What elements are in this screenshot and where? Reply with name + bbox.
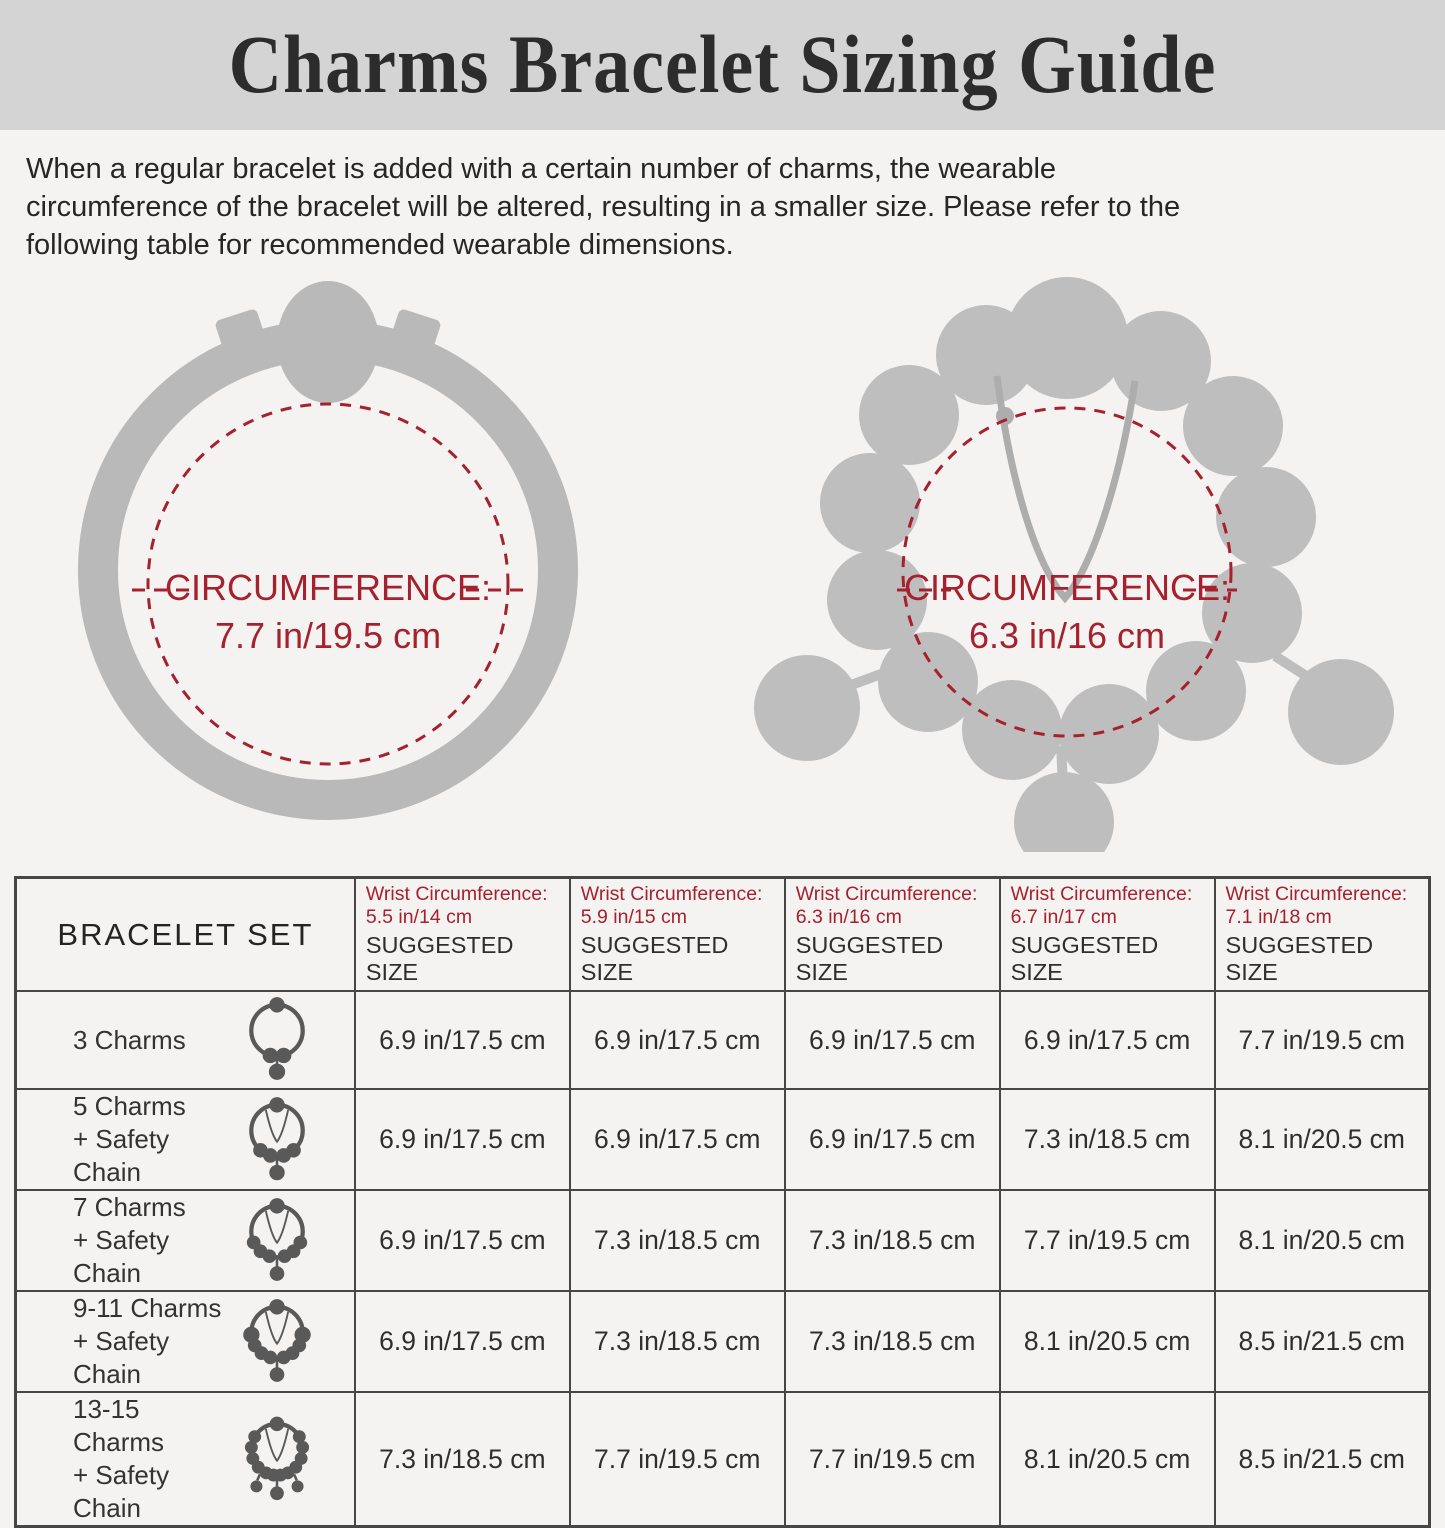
size-cell: 7.3 in/18.5 cm <box>785 1190 1000 1291</box>
table-row <box>16 991 1430 1089</box>
column-header-5-9in <box>570 878 785 992</box>
intro-line: When a regular bracelet is added with a certain number of charms, the wearable <box>26 153 1057 185</box>
size-cell: 6.9 in/17.5 cm <box>355 1190 570 1291</box>
bracelet-set-header: BRACELET SET <box>16 878 355 992</box>
size-cell: 6.9 in/17.5 cm <box>570 1089 785 1190</box>
intro-line: following table for recommended wearable dimensions. <box>26 229 734 261</box>
wrist-circumference-label: Wrist Circumference: <box>1225 883 1408 905</box>
suggested-size-label: SUGGESTED SIZE <box>795 932 944 985</box>
wrist-circumference-value: 5.5 in/14 cm <box>365 906 473 928</box>
size-cell: 8.1 in/20.5 cm <box>1000 1392 1215 1527</box>
size-cell: 8.5 in/21.5 cm <box>1215 1291 1430 1392</box>
title-banner <box>0 0 1445 130</box>
column-header-7-1in <box>1215 878 1430 992</box>
row-label: 9-11 Charms <box>73 1293 222 1323</box>
circumference-label: CIRCUMFERENCE: <box>903 567 1231 608</box>
size-cell: 8.5 in/21.5 cm <box>1215 1392 1430 1527</box>
charm-bracelet-icon <box>754 277 1394 852</box>
bracelet-13-15-charms-safety-chain-icon <box>234 1411 320 1507</box>
bracelet-3-charms-icon <box>234 992 320 1088</box>
row-sublabel: + Safety Chain <box>73 1460 170 1523</box>
wrist-circumference-label: Wrist Circumference: <box>365 883 548 905</box>
row-header-13-15-charms <box>16 1392 355 1527</box>
size-cell: 6.9 in/17.5 cm <box>355 1089 570 1190</box>
row-sublabel: + Safety Chain <box>73 1124 170 1187</box>
size-cell: 7.3 in/18.5 cm <box>570 1190 785 1291</box>
row-header-7-charms <box>16 1190 355 1291</box>
row-header-9-11-charms <box>16 1291 355 1392</box>
intro-line: circumference of the bracelet will be altered, resulting in a smaller size. Please refer to the <box>26 191 1181 223</box>
circumference-value: 7.7 in/19.5 cm <box>214 615 442 656</box>
row-label: 3 Charms <box>73 1024 186 1055</box>
size-cell: 7.3 in/18.5 cm <box>355 1392 570 1527</box>
table-row <box>16 1392 1430 1527</box>
row-label: 13-15 Charms <box>73 1394 165 1457</box>
wrist-circumference-value: 5.9 in/15 cm <box>580 906 688 928</box>
size-cell: 6.9 in/17.5 cm <box>1000 991 1215 1089</box>
row-header-3-charms <box>16 991 355 1089</box>
wrist-circumference-value: 6.3 in/16 cm <box>795 906 902 928</box>
intro-paragraph <box>26 150 1419 264</box>
table-row <box>16 1089 1430 1190</box>
plain-bracelet-diagram <box>6 276 666 852</box>
size-cell: 6.9 in/17.5 cm <box>355 1291 570 1392</box>
size-cell: 8.1 in/20.5 cm <box>1000 1291 1215 1392</box>
table-header-row <box>16 878 1430 992</box>
wrist-circumference-value: 7.1 in/18 cm <box>1225 906 1332 928</box>
row-label: 5 Charms <box>73 1091 186 1121</box>
wrist-circumference-value: 6.7 in/17 cm <box>1010 906 1117 928</box>
suggested-size-label: SUGGESTED SIZE <box>365 932 514 985</box>
row-label: 7 Charms <box>73 1192 186 1222</box>
table-row <box>16 1291 1430 1392</box>
circumference-annotation <box>132 404 524 764</box>
size-cell: 7.7 in/19.5 cm <box>1000 1190 1215 1291</box>
table-row <box>16 1190 1430 1291</box>
bracelet-7-charms-safety-chain-icon <box>234 1193 320 1289</box>
plain-bracelet-icon <box>98 281 558 800</box>
charm-bracelet-diagram <box>715 276 1439 852</box>
circumference-label: CIRCUMFERENCE: <box>164 567 492 608</box>
bracelet-5-charms-safety-chain-icon <box>234 1092 320 1188</box>
size-cell: 6.9 in/17.5 cm <box>570 991 785 1089</box>
size-cell: 7.7 in/19.5 cm <box>1215 991 1430 1089</box>
circumference-value: 6.3 in/16 cm <box>968 615 1166 656</box>
suggested-size-label: SUGGESTED SIZE <box>1225 932 1374 985</box>
wrist-circumference-label: Wrist Circumference: <box>580 883 763 905</box>
wrist-circumference-label: Wrist Circumference: <box>1010 883 1193 905</box>
size-cell: 6.9 in/17.5 cm <box>355 991 570 1089</box>
row-sublabel: + Safety Chain <box>73 1326 170 1389</box>
bracelet-diagrams <box>0 276 1445 852</box>
size-cell: 6.9 in/17.5 cm <box>785 991 1000 1089</box>
row-sublabel: + Safety Chain <box>73 1225 170 1288</box>
size-cell: 7.3 in/18.5 cm <box>1000 1089 1215 1190</box>
circumference-annotation <box>897 408 1237 736</box>
sizing-table <box>14 876 1431 1528</box>
size-cell: 7.3 in/18.5 cm <box>785 1291 1000 1392</box>
suggested-size-label: SUGGESTED SIZE <box>1010 932 1159 985</box>
row-header-5-charms <box>16 1089 355 1190</box>
size-cell: 7.7 in/19.5 cm <box>570 1392 785 1527</box>
column-header-6-3in <box>785 878 1000 992</box>
suggested-size-label: SUGGESTED SIZE <box>580 932 729 985</box>
size-cell: 7.7 in/19.5 cm <box>785 1392 1000 1527</box>
size-cell: 6.9 in/17.5 cm <box>785 1089 1000 1190</box>
size-cell: 8.1 in/20.5 cm <box>1215 1190 1430 1291</box>
size-cell: 7.3 in/18.5 cm <box>570 1291 785 1392</box>
size-cell: 8.1 in/20.5 cm <box>1215 1089 1430 1190</box>
column-header-6-7in <box>1000 878 1215 992</box>
column-header-5-5in <box>355 878 570 992</box>
page-title: Charms Bracelet Sizing Guide <box>228 18 1217 111</box>
wrist-circumference-label: Wrist Circumference: <box>795 883 978 905</box>
bracelet-9-11-charms-safety-chain-icon <box>234 1294 320 1390</box>
